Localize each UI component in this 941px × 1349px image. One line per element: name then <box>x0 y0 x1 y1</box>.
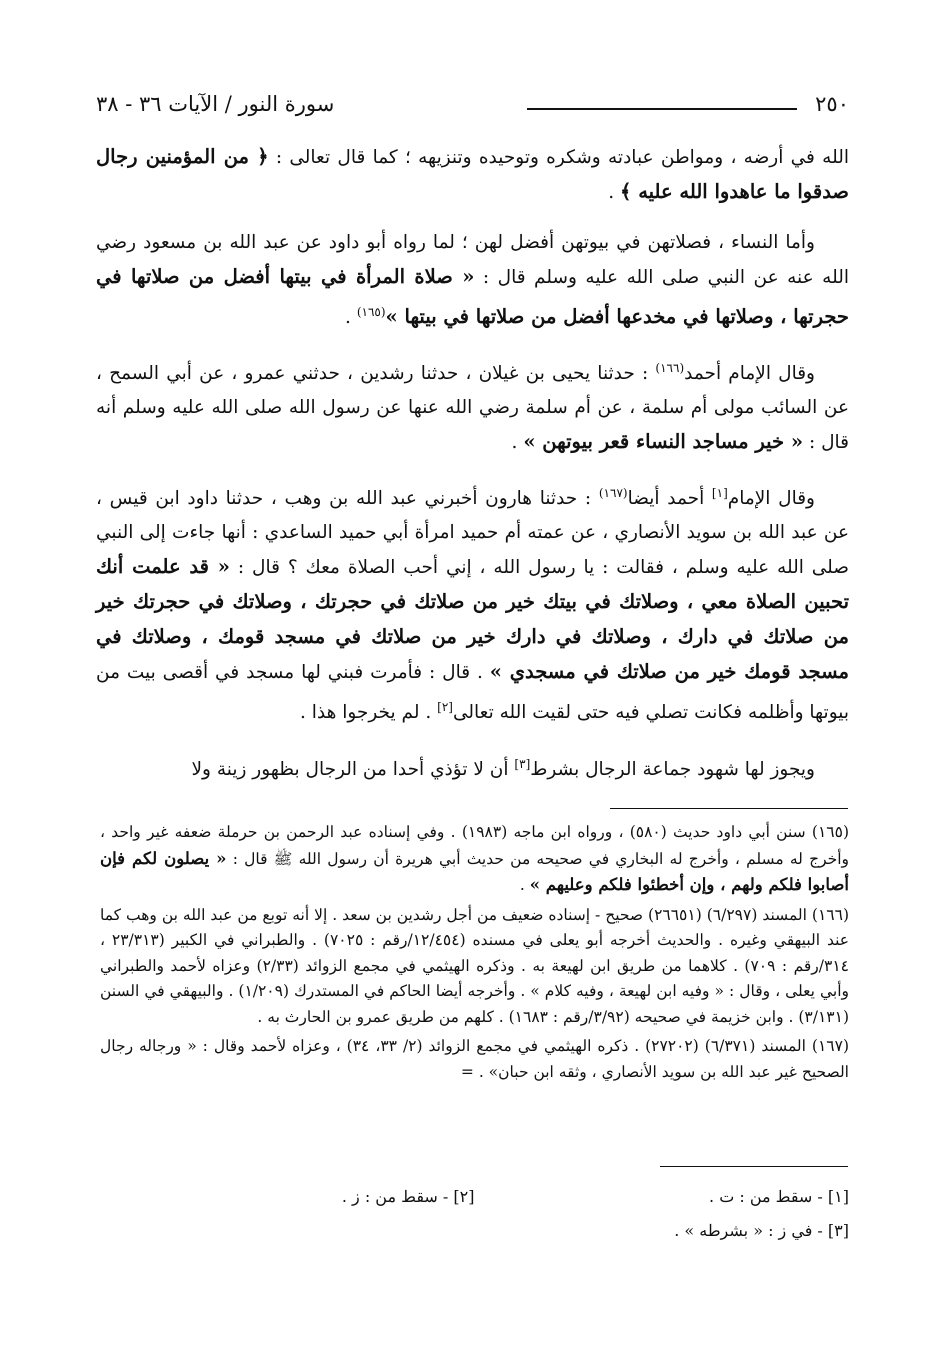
quoted-text: « قد علمت أنك تحبين الصلاة معي ، وصلاتك في بيتك خير من صلاتك في حجرتك ، وصلاتك في حجرتك خير من صلاتك في دارك ، وصلاتك في دارك خير من صلاتك في مسجد قومك ، وصلاتك في مسجد قومك خير من صلاتك في مسجدي » <box>96 555 849 684</box>
page-header <box>96 86 849 116</box>
page-number: ٢٥٠ <box>815 92 849 116</box>
note-marker: (١٦٦) <box>655 361 685 376</box>
note-marker: [٢] <box>437 700 453 715</box>
paragraph <box>96 226 849 335</box>
quoted-text: ﴿ من المؤمنين رجال صدقوا ما عاهدوا الله عليه ﴾ <box>96 145 849 203</box>
text-run: أحمد أيضا <box>627 488 712 510</box>
text-run: وأما النساء ، فصلاتهن في بيوتهن أفضل لهن ؛ لما رواه أبو داود عن عبد الله بن مسعود رضي الله عنه عن النبي صلى الله عليه وسلم قال : <box>96 232 849 288</box>
paragraph <box>96 140 849 210</box>
text-run: أن لا تؤذي أحدا من الرجال بظهور زينة ولا <box>191 758 515 780</box>
text-run: : حدثنا هارون أخبرني عبد الله بن وهب ، حدثنا داود ابن قيس ، عن عبد الله بن سويد الأنصاري ، عن عمته أم حميد امرأة أبي حميد الساعدي : أنها جاءت إلى النبي صلى الله عليه وسلم ، فقالت : يا رسول الله ، إني أحب الصلاة معك ؟ قال : <box>96 488 850 579</box>
quoted-text: « صلاة المرأة في بيتها أفضل من صلاتها في حجرتها ، وصلاتها في مخدعها أفضل من صلاتها في بيتها » <box>96 265 849 329</box>
note-marker: [١] <box>711 486 728 501</box>
footnotes <box>100 820 849 1089</box>
paragraph <box>96 476 849 730</box>
text-run: (١٦٧) المسند (٦/٣٧١) (٢٧٢٠٢) . ذكره الهيثمي في مجمع الزوائد (٢/ ٣٣، ٣٤) ، وعزاه لأحمد وقال : « ورجاله رجال الصحيح غير عبد الله بن سويد الأنصاري ، وثقه ابن حبان» . = <box>100 1037 849 1081</box>
quoted-text: « خير مساجد النساء قعر بيوتهن » <box>523 430 804 454</box>
text-run: . <box>608 182 620 203</box>
text-run: وقال الإمام أحمد <box>684 363 815 385</box>
text-run: . <box>345 307 357 329</box>
text-run: . <box>519 876 530 894</box>
footnote <box>100 820 849 899</box>
quoted-text: « يصلون لكم فإن أصابوا فلكم ولهم ، وإن أخطئوا فلكم وعليهم » <box>100 848 849 894</box>
note-marker: [٣] <box>514 756 531 771</box>
text-run: . لم يخرجوا هذا . <box>299 702 438 724</box>
note-marker: (١٦٧) <box>598 486 628 501</box>
text-run: . <box>511 432 524 454</box>
text-run: (١٦٥) سنن أبي داود حديث (٥٨٠) ، ورواه ابن ماجه (١٩٨٣) . وفي إسناده عبد الرحمن بن حرملة ضعفه غير واحد ، وأخرج له مسلم ، وأخرج له البخاري في صحيحه من حديث أبي هريرة أن رسول الله ﷺ قال : <box>100 823 849 868</box>
editor-note: [١] - سقط من : ت . <box>709 1187 849 1206</box>
footnote-divider <box>610 808 848 809</box>
notes-divider <box>660 1166 848 1167</box>
text-run: وقال الإمام <box>727 488 815 510</box>
notes-row <box>100 1180 849 1214</box>
editor-note: [٢] - سقط من : ز . <box>341 1187 475 1206</box>
note-marker: (١٦٥) <box>356 305 386 319</box>
header-rule <box>527 108 797 110</box>
editor-note: [٣] - في ز : « بشرطه » . <box>674 1221 849 1240</box>
paragraph <box>96 351 849 460</box>
paragraph <box>96 747 849 787</box>
footnote <box>100 1034 849 1085</box>
notes-row <box>100 1214 849 1248</box>
text-run: . قال : فأمرت فبني لها مسجد في أقصى بيت من بيوتها وأظلمه فكانت تصلي فيه حتى لقيت الله تعالى <box>96 662 849 724</box>
footnote <box>100 903 849 1031</box>
main-text <box>96 140 849 803</box>
text-run: : حدثنا يحيى بن غيلان ، حدثنا رشدين ، حدثني عمرو ، عن أبي السمح ، عن السائب مولى أم سلمة ، عن أم سلمة رضي الله عنها عن رسول الله صلى الله عليه وسلم أنه قال : <box>96 363 849 454</box>
text-run: (١٦٦) المسند (٦/٢٩٧) (٢٦٦٥١) صحيح - إسناده ضعيف من أجل رشدين بن سعد . إلا أنه توبع من عبد الله بن وهب كما عند البيهقي وغيره . والحديث أخرجه أبو يعلى في مسنده (١٢/٤٥٤/رقم : ٧٠٢٥) . والطبراني في الكبير (٢٣/٣١٣ ، ٣١٤/رقم : ٧٠٩) . كلاهما من طريق ابن لهيعة به . وذكره الهيثمي في مجمع الزوائد (٢/٣٣) وعزاه لأحمد والطبراني وأبي يعلى ، وقال : « وفيه ابن لهيعة ، وفيه كلام » . وأخرجه أيضا الحاكم في المستدرك (١/٢٠٩) . والبيهقي في السنن (٣/١٣١) . وابن خزيمة في صحيحه (٣/٩٢/رقم : ١٦٨٣) . كلهم من طريق عمرو بن الحارث به . <box>100 905 850 1026</box>
editor-notes <box>100 1180 849 1248</box>
text-run: الله في أرضه ، ومواطن عبادته وشكره وتوحيده وتنزيهه ؛ كما قال تعالى : <box>268 147 849 168</box>
text-run: ويجوز لها شهود جماعة الرجال بشرط <box>530 758 815 780</box>
running-title: سورة النور / الآيات ٣٦ - ٣٨ <box>96 92 335 116</box>
